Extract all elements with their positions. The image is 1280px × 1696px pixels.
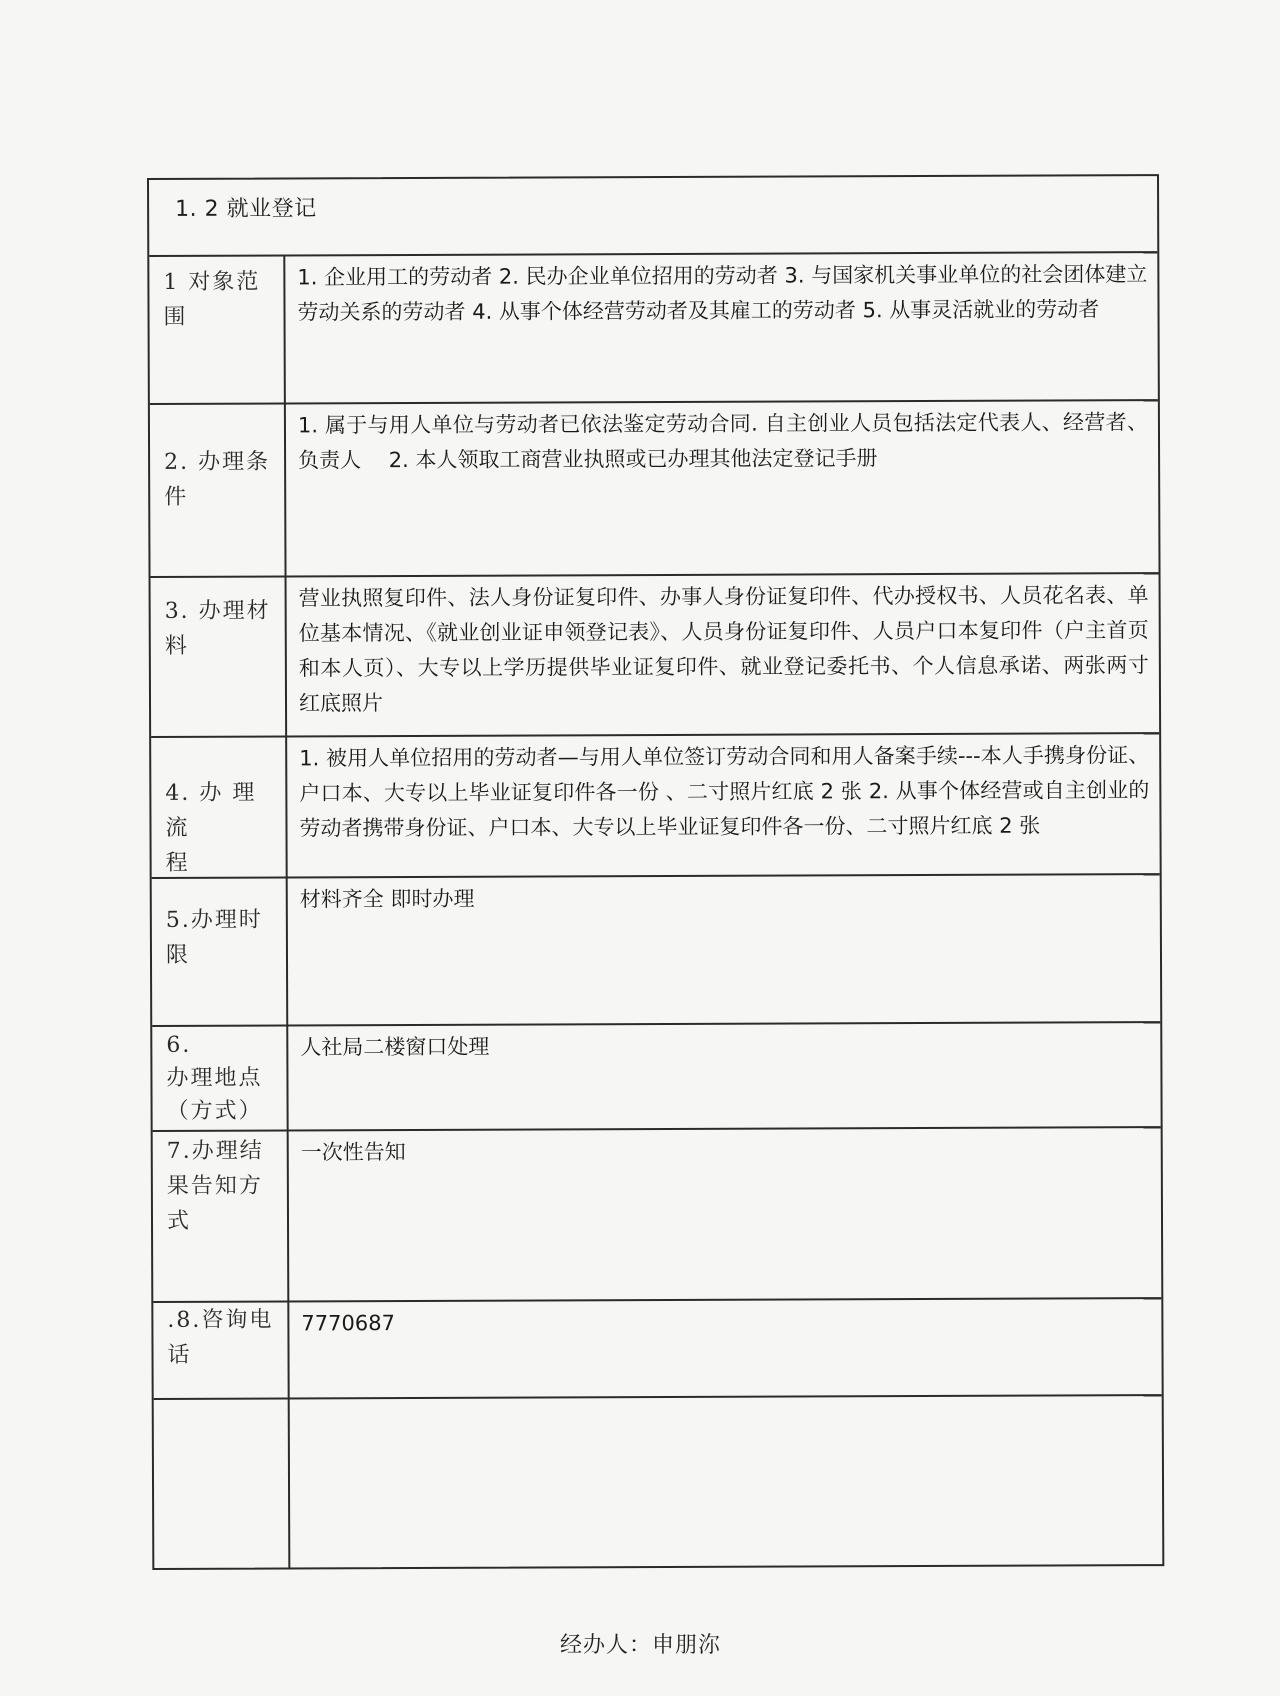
section-title: 1. 2 就业登记 xyxy=(175,196,317,222)
service-guide-table xyxy=(147,174,1164,1570)
row-label xyxy=(154,1399,291,1570)
row-label: 5.办理时 限 xyxy=(152,878,289,1025)
row-label: 6. 办理地点 （方式） xyxy=(152,1026,288,1130)
row-label: 2. 办理条 件 xyxy=(150,404,287,576)
row-label: 4. 办 理 流 程 xyxy=(151,737,288,877)
row-result-notice xyxy=(153,1128,1162,1303)
row-process xyxy=(151,734,1160,879)
handler-signature: 经办人：申朋沵 xyxy=(560,1633,722,1658)
row-label: 7.办理结 果告知方 式 xyxy=(153,1131,290,1301)
row-value xyxy=(290,1396,1163,1569)
row-materials xyxy=(151,574,1160,738)
row-value: 材料齐全 即时办理 xyxy=(299,886,475,912)
row-target-scope xyxy=(149,253,1158,405)
row-label: 3. 办理材 料 xyxy=(151,577,288,736)
row-conditions xyxy=(150,401,1159,578)
row-value: 1. 属于与用人单位与劳动者已依法鉴定劳动合同. 自主创业人员包括法定代表人、经营者、负责人 2. 本人领取工商营业执照或已办理其他法定登记手册 xyxy=(297,410,1148,473)
row-time-limit xyxy=(152,875,1161,1027)
row-empty xyxy=(154,1396,1163,1570)
row-value: 1. 企业用工的劳动者 2. 民办企业单位招用的劳动者 3. 与国家机关事业单位的社会团体建立劳动关系的劳动者 4. 从事个体经营劳动者及其雇工的劳动者 5. 从事灵活就业的劳动者 xyxy=(297,262,1148,325)
row-value: 7770687 xyxy=(301,1311,395,1336)
row-value: 人社局二楼窗口处理 xyxy=(300,1034,490,1060)
row-label: .8.咨询电 话 xyxy=(153,1302,289,1398)
row-label: 1 对象范 围 xyxy=(149,256,286,403)
table-title-row xyxy=(149,176,1157,257)
row-value: 一次性告知 xyxy=(300,1140,406,1165)
row-phone xyxy=(153,1299,1161,1400)
row-location xyxy=(152,1023,1160,1132)
row-value: 1. 被用人单位招用的劳动者—与用人单位签订劳动合同和用人备案手续---本人手携身份证、户口本、大专以上毕业证复印件各一份 、二寸照片红底 2 张 2. 从事个体经营或自主创业的劳动者携带身份证、户口本、大专以上毕业证复印件各一份、二寸照片红底 2 张 xyxy=(299,743,1150,841)
row-value: 营业执照复印件、法人身份证复印件、办事人身份证复印件、代办授权书、人员花名表、单位基本情况、《就业创业证申领登记表》、人员身份证复印件、人员户口本复印件（户主首页和本人页）、大专以上学历提供毕业证复印件、就业登记委托书、个人信息承诺、两张两寸红底照片 xyxy=(298,583,1149,716)
